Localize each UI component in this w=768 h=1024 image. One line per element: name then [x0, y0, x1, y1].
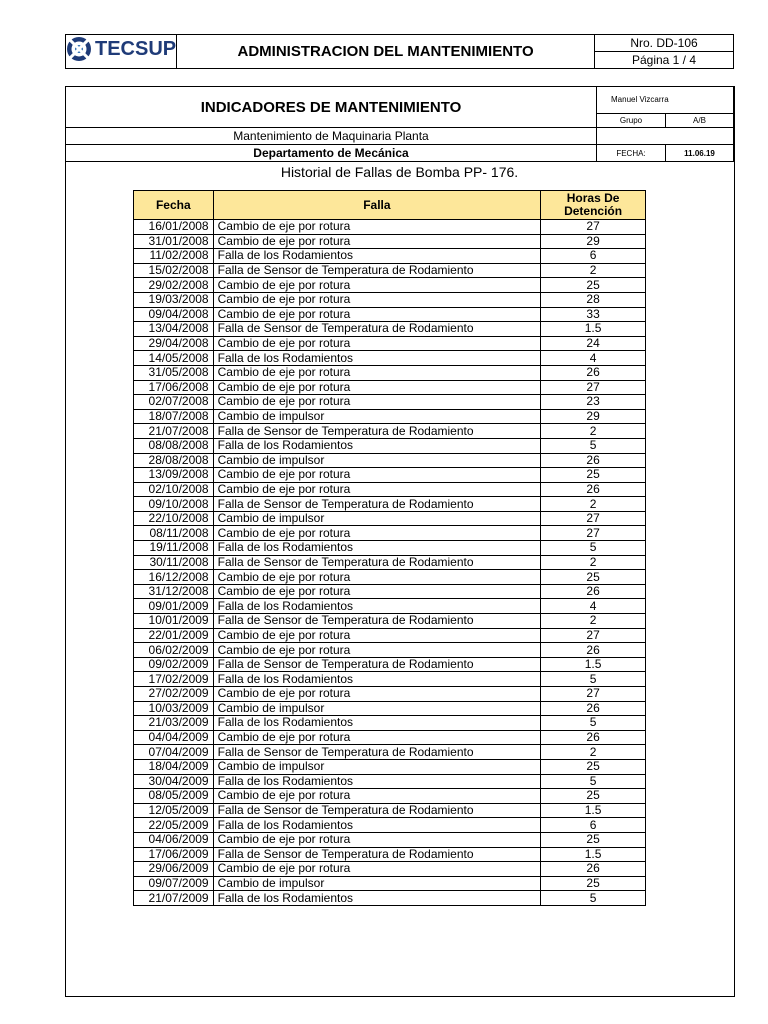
column-header-falla: Falla: [213, 191, 541, 220]
table-row: [134, 730, 646, 745]
table-row: [134, 599, 646, 614]
failure-cell: Cambio de eje por rotura: [213, 234, 541, 249]
hours-cell: 27: [541, 220, 646, 235]
hours-cell: 26: [541, 453, 646, 468]
failure-cell: Cambio de eje por rotura: [213, 862, 541, 877]
date-cell: 04/06/2009: [134, 832, 214, 847]
failure-cell: Falla de los Rodamientos: [213, 599, 541, 614]
failure-cell: Falla de los Rodamientos: [213, 774, 541, 789]
hours-cell: 26: [541, 730, 646, 745]
table-row: [134, 322, 646, 337]
failure-cell: Falla de los Rodamientos: [213, 438, 541, 453]
hours-cell: 26: [541, 584, 646, 599]
column-header-fecha: Fecha: [134, 191, 214, 220]
hours-cell: 2: [541, 263, 646, 278]
table-row: [134, 409, 646, 424]
date-cell: 08/11/2008: [134, 526, 214, 541]
failure-cell: Falla de los Rodamientos: [213, 541, 541, 556]
failure-cell: Cambio de eje por rotura: [213, 730, 541, 745]
date-cell: 02/10/2008: [134, 482, 214, 497]
date-cell: 29/02/2008: [134, 278, 214, 293]
report-title: Historial de Fallas de Bomba PP- 176.: [280, 164, 519, 180]
failure-cell: Cambio de eje por rotura: [213, 220, 541, 235]
failure-cell: Cambio de eje por rotura: [213, 687, 541, 702]
failure-cell: Falla de los Rodamientos: [213, 818, 541, 833]
hours-cell: 25: [541, 876, 646, 891]
date-cell: 04/04/2009: [134, 730, 214, 745]
failure-cell: Cambio de impulsor: [213, 453, 541, 468]
date-cell: 08/08/2008: [134, 438, 214, 453]
hours-cell: 26: [541, 643, 646, 658]
date-cell: 27/02/2009: [134, 687, 214, 702]
hours-cell: 2: [541, 745, 646, 760]
table-row: [134, 249, 646, 264]
table-row: [134, 541, 646, 556]
hours-cell: 25: [541, 570, 646, 585]
indicators-title: INDICADORES DE MANTENIMIENTO: [66, 87, 597, 128]
failure-cell: Cambio de eje por rotura: [213, 584, 541, 599]
hours-cell: 2: [541, 555, 646, 570]
date-cell: 30/04/2009: [134, 774, 214, 789]
failure-cell: Cambio de eje por rotura: [213, 278, 541, 293]
hours-cell: 6: [541, 249, 646, 264]
hours-cell: 1.5: [541, 322, 646, 337]
failure-cell: Cambio de eje por rotura: [213, 468, 541, 483]
date-cell: 09/01/2009: [134, 599, 214, 614]
date-cell: 31/01/2008: [134, 234, 214, 249]
date-cell: 28/08/2008: [134, 453, 214, 468]
failure-cell: Falla de Sensor de Temperatura de Rodamiento: [213, 424, 541, 439]
failure-cell: Cambio de eje por rotura: [213, 832, 541, 847]
hours-cell: 1.5: [541, 657, 646, 672]
logo: [66, 35, 177, 69]
table-row: [134, 220, 646, 235]
hours-cell: 1.5: [541, 803, 646, 818]
date-cell: 21/03/2009: [134, 716, 214, 731]
failure-cell: Cambio de eje por rotura: [213, 292, 541, 307]
table-row: [134, 424, 646, 439]
hours-cell: 5: [541, 672, 646, 687]
failure-cell: Cambio de eje por rotura: [213, 789, 541, 804]
date-cell: 19/11/2008: [134, 541, 214, 556]
table-row: [134, 614, 646, 629]
date-cell: 06/02/2009: [134, 643, 214, 658]
hours-cell: 5: [541, 438, 646, 453]
table-row: [134, 526, 646, 541]
document-title: ADMINISTRACION DEL MANTENIMIENTO: [177, 35, 595, 69]
date-cell: 18/07/2008: [134, 409, 214, 424]
table-row: [134, 395, 646, 410]
table-row: [134, 701, 646, 716]
hours-cell: 5: [541, 774, 646, 789]
table-row: [134, 336, 646, 351]
table-row: [134, 803, 646, 818]
date-cell: 09/04/2008: [134, 307, 214, 322]
document-header: [65, 34, 734, 69]
table-row: [134, 862, 646, 877]
date-cell: 17/02/2009: [134, 672, 214, 687]
failure-cell: Cambio de impulsor: [213, 876, 541, 891]
date-cell: 19/03/2008: [134, 292, 214, 307]
failure-cell: Falla de los Rodamientos: [213, 351, 541, 366]
table-row: [134, 351, 646, 366]
date-cell: 11/02/2008: [134, 249, 214, 264]
table-row: [134, 584, 646, 599]
date-cell: 12/05/2009: [134, 803, 214, 818]
date-cell: 15/02/2008: [134, 263, 214, 278]
hours-cell: 5: [541, 716, 646, 731]
table-row: [134, 643, 646, 658]
failure-cell: Falla de los Rodamientos: [213, 672, 541, 687]
table-row: [134, 774, 646, 789]
failure-cell: Cambio de impulsor: [213, 409, 541, 424]
date-cell: 13/09/2008: [134, 468, 214, 483]
date-cell: 13/04/2008: [134, 322, 214, 337]
failure-cell: Falla de Sensor de Temperatura de Rodamiento: [213, 657, 541, 672]
table-row: [134, 234, 646, 249]
failure-cell: Cambio de impulsor: [213, 759, 541, 774]
failure-cell: Cambio de impulsor: [213, 701, 541, 716]
table-row: [134, 745, 646, 760]
date-cell: 22/05/2009: [134, 818, 214, 833]
table-row: [134, 657, 646, 672]
table-row: [134, 570, 646, 585]
failure-cell: Falla de Sensor de Temperatura de Rodamiento: [213, 745, 541, 760]
hours-cell: 25: [541, 759, 646, 774]
date-value: 11.06.19: [666, 145, 734, 162]
table-row: [134, 438, 646, 453]
failure-cell: Cambio de eje por rotura: [213, 307, 541, 322]
date-cell: 21/07/2008: [134, 424, 214, 439]
table-row: [134, 278, 646, 293]
hours-cell: 4: [541, 351, 646, 366]
failure-cell: Falla de los Rodamientos: [213, 249, 541, 264]
date-cell: 07/04/2009: [134, 745, 214, 760]
date-cell: 17/06/2009: [134, 847, 214, 862]
subtitle: Mantenimiento de Maquinaria Planta: [66, 128, 597, 145]
table-row: [134, 292, 646, 307]
group-label: Grupo: [597, 113, 666, 127]
date-cell: 09/02/2009: [134, 657, 214, 672]
tecsup-logo-icon: [66, 36, 92, 62]
hours-cell: 24: [541, 336, 646, 351]
hours-cell: 5: [541, 541, 646, 556]
hours-cell: 33: [541, 307, 646, 322]
hours-cell: 29: [541, 234, 646, 249]
table-row: [134, 497, 646, 512]
hours-cell: 23: [541, 395, 646, 410]
table-row: [134, 511, 646, 526]
table-row: [134, 555, 646, 570]
hours-cell: 2: [541, 614, 646, 629]
failure-cell: Falla de los Rodamientos: [213, 891, 541, 906]
table-row: [134, 832, 646, 847]
failure-cell: Cambio de eje por rotura: [213, 336, 541, 351]
table-row: [134, 380, 646, 395]
table-row: [134, 876, 646, 891]
hours-cell: 27: [541, 380, 646, 395]
empty-cell: [597, 128, 734, 145]
date-cell: 02/07/2008: [134, 395, 214, 410]
date-cell: 29/06/2009: [134, 862, 214, 877]
date-cell: 31/12/2008: [134, 584, 214, 599]
date-cell: 22/10/2008: [134, 511, 214, 526]
table-row: [134, 307, 646, 322]
table-row: [134, 672, 646, 687]
hours-cell: 28: [541, 292, 646, 307]
failure-cell: Cambio de eje por rotura: [213, 395, 541, 410]
date-cell: 31/05/2008: [134, 365, 214, 380]
failure-cell: Cambio de eje por rotura: [213, 365, 541, 380]
hours-cell: 6: [541, 818, 646, 833]
failure-cell: Falla de Sensor de Temperatura de Rodamiento: [213, 322, 541, 337]
hours-cell: 27: [541, 687, 646, 702]
date-cell: 08/05/2009: [134, 789, 214, 804]
failure-cell: Cambio de eje por rotura: [213, 380, 541, 395]
date-cell: 16/01/2008: [134, 220, 214, 235]
table-row: [134, 789, 646, 804]
document-number: Nro. DD-106: [595, 35, 734, 52]
hours-cell: 26: [541, 701, 646, 716]
table-row: [134, 263, 646, 278]
manager-name: Manuel Vizcarra: [597, 87, 734, 114]
failure-cell: Cambio de eje por rotura: [213, 482, 541, 497]
failure-cell: Falla de Sensor de Temperatura de Rodamiento: [213, 614, 541, 629]
column-header-horas: Horas De Detención: [541, 191, 646, 220]
date-cell: 10/01/2009: [134, 614, 214, 629]
date-label: FECHA:: [597, 145, 666, 162]
logo-text: TECSUP: [95, 37, 177, 60]
hours-cell: 25: [541, 832, 646, 847]
table-row: [134, 365, 646, 380]
table-row: [134, 759, 646, 774]
hours-cell: 26: [541, 482, 646, 497]
failure-cell: Falla de Sensor de Temperatura de Rodamiento: [213, 263, 541, 278]
hours-cell: 29: [541, 409, 646, 424]
date-cell: 30/11/2008: [134, 555, 214, 570]
hours-cell: 2: [541, 497, 646, 512]
failure-cell: Falla de Sensor de Temperatura de Rodamiento: [213, 803, 541, 818]
failure-cell: Cambio de impulsor: [213, 511, 541, 526]
date-cell: 16/12/2008: [134, 570, 214, 585]
table-row: [134, 482, 646, 497]
table-row: [134, 628, 646, 643]
failure-cell: Falla de los Rodamientos: [213, 716, 541, 731]
table-row: [134, 687, 646, 702]
failure-history-table: [133, 190, 646, 906]
hours-cell: 25: [541, 789, 646, 804]
failure-cell: Cambio de eje por rotura: [213, 526, 541, 541]
date-cell: 10/03/2009: [134, 701, 214, 716]
group-value: A/B: [666, 113, 734, 127]
failure-cell: Falla de Sensor de Temperatura de Rodamiento: [213, 847, 541, 862]
hours-cell: 4: [541, 599, 646, 614]
hours-cell: 2: [541, 424, 646, 439]
date-cell: 09/07/2009: [134, 876, 214, 891]
date-cell: 29/04/2008: [134, 336, 214, 351]
date-cell: 22/01/2009: [134, 628, 214, 643]
date-cell: 09/10/2008: [134, 497, 214, 512]
info-block: [65, 86, 734, 162]
table-row: [134, 818, 646, 833]
table-row: [134, 468, 646, 483]
date-cell: 14/05/2008: [134, 351, 214, 366]
failure-cell: Cambio de eje por rotura: [213, 643, 541, 658]
hours-cell: 1.5: [541, 847, 646, 862]
table-row: [134, 847, 646, 862]
table-row: [134, 891, 646, 906]
hours-cell: 5: [541, 891, 646, 906]
hours-cell: 27: [541, 511, 646, 526]
hours-cell: 27: [541, 526, 646, 541]
failure-cell: Falla de Sensor de Temperatura de Rodamiento: [213, 497, 541, 512]
page-number: Página 1 / 4: [595, 52, 734, 69]
failure-cell: Cambio de eje por rotura: [213, 628, 541, 643]
date-cell: 18/04/2009: [134, 759, 214, 774]
failure-cell: Falla de Sensor de Temperatura de Rodamiento: [213, 555, 541, 570]
table-row: [134, 453, 646, 468]
hours-cell: 25: [541, 278, 646, 293]
table-row: [134, 716, 646, 731]
hours-cell: 25: [541, 468, 646, 483]
hours-cell: 26: [541, 862, 646, 877]
failure-cell: Cambio de eje por rotura: [213, 570, 541, 585]
hours-cell: 27: [541, 628, 646, 643]
department: Departamento de Mecánica: [66, 145, 597, 162]
date-cell: 21/07/2009: [134, 891, 214, 906]
hours-cell: 26: [541, 365, 646, 380]
date-cell: 17/06/2008: [134, 380, 214, 395]
